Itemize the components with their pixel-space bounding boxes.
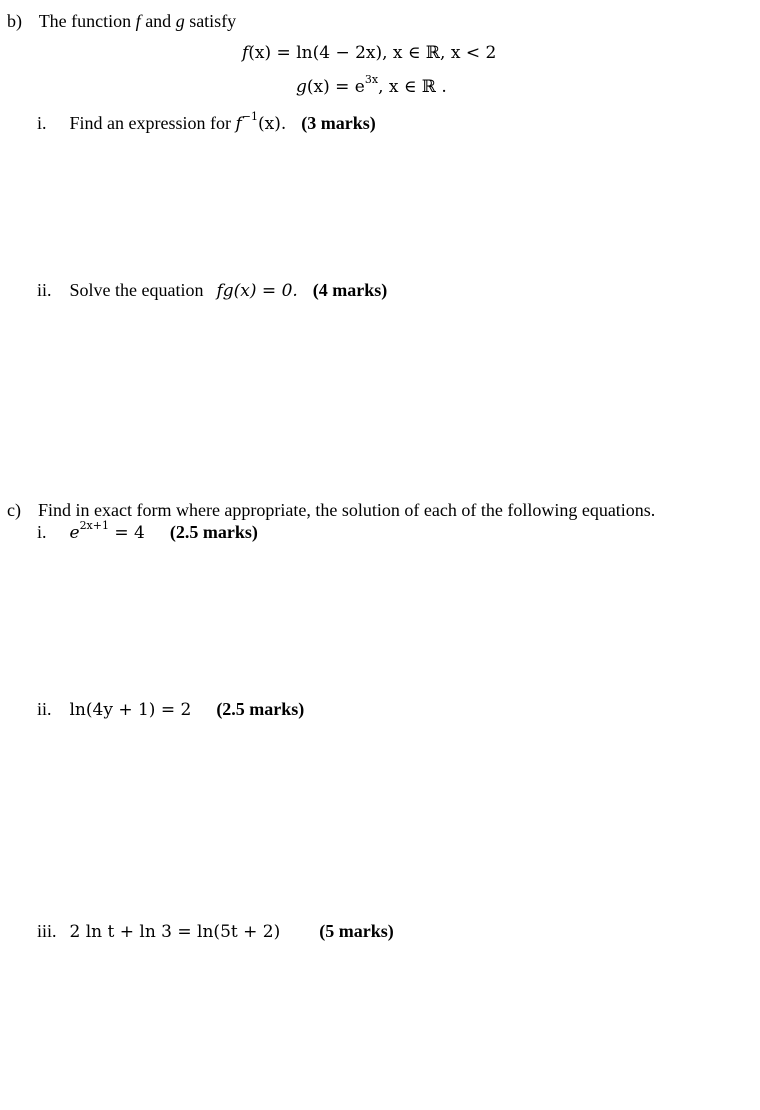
equation-g <box>296 73 447 98</box>
part-c-intro-text: Find in exact form where appropriate, the solution of each of the following equations. <box>37 500 656 520</box>
part-b-intro-g: g <box>175 11 185 31</box>
question-c-i-math-base: e <box>69 523 80 543</box>
question-b-i-math-f: f <box>235 114 242 134</box>
part-b-intro-f: f <box>135 11 141 31</box>
question-c-i-math-exp: 2x+1 <box>79 519 109 533</box>
question-c-ii-label: ii. <box>37 699 52 719</box>
part-c-label: c) <box>7 500 21 520</box>
question-c-ii-math: ln(4y + 1) = 2 <box>69 700 192 720</box>
part-b-label: b) <box>7 11 22 31</box>
equation-g-lhs: g <box>296 77 307 97</box>
question-b-ii-math: fg(x) = 0. <box>216 281 298 301</box>
question-b-i-label: i. <box>37 113 47 133</box>
question-c-iii <box>37 920 394 943</box>
part-c-intro <box>7 499 655 521</box>
equation-f-lhs: f <box>242 43 249 63</box>
question-b-ii-text: Solve the equation <box>69 280 204 300</box>
question-c-iii-math: 2 ln t + ln 3 = ln(5t + 2) <box>69 922 281 942</box>
question-b-ii-label: ii. <box>37 280 52 300</box>
equation-f <box>242 42 496 64</box>
question-b-i-text: Find an expression for <box>69 113 231 133</box>
equation-g-exponent: 3x <box>364 73 379 87</box>
question-c-iii-marks: (5 marks) <box>319 921 394 941</box>
equation-f-body: (x) = ln(4 − 2x), x ∈ ℝ, x < 2 <box>248 43 497 63</box>
question-b-i <box>37 112 376 135</box>
part-b-intro-text-1: The function <box>38 11 132 31</box>
question-c-i-math-rest: = 4 <box>108 523 145 543</box>
question-c-ii <box>37 698 304 721</box>
question-c-i-marks: (2.5 marks) <box>169 522 258 542</box>
question-b-ii-marks: (4 marks) <box>312 280 388 300</box>
question-c-i-label: i. <box>37 522 47 542</box>
part-b-intro-text-3: satisfy <box>189 11 237 31</box>
part-b-intro <box>7 10 236 32</box>
question-c-i <box>37 521 258 544</box>
question-c-ii-marks: (2.5 marks) <box>216 699 305 719</box>
equation-g-body-2: , x ∈ ℝ . <box>378 77 447 97</box>
part-b-intro-text-2: and <box>145 11 172 31</box>
question-c-iii-label: iii. <box>37 921 57 941</box>
equation-g-body-1: (x) = e <box>306 77 365 97</box>
question-b-ii <box>37 279 387 302</box>
question-b-i-math-sup: −1 <box>241 110 258 124</box>
question-b-i-math-rest: (x). <box>258 114 287 134</box>
question-b-i-marks: (3 marks) <box>301 113 376 133</box>
